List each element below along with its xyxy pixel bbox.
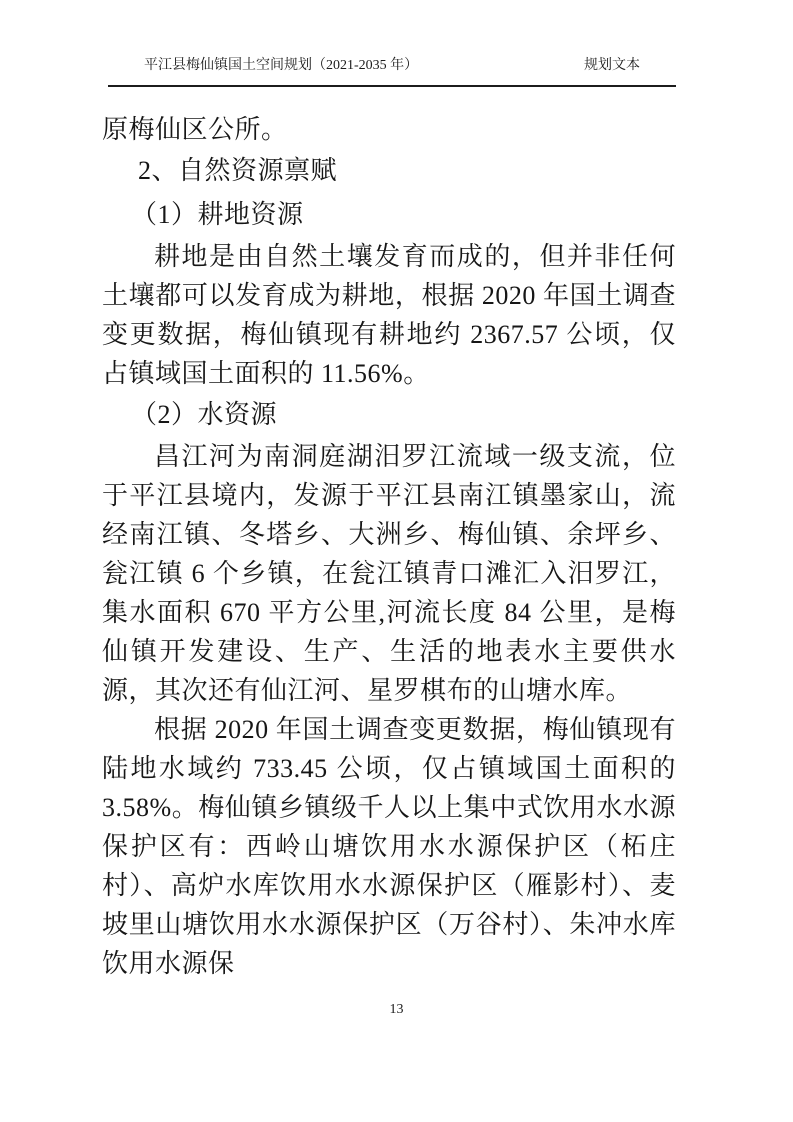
page-content bbox=[102, 110, 676, 983]
subsection-heading-farmland: （1）耕地资源 bbox=[131, 200, 304, 229]
page-number: 13 bbox=[389, 1002, 404, 1017]
header-document-title: 平江县梅仙镇国土空间规划（2021-2035 年） bbox=[144, 58, 419, 73]
section-heading-natural-resources: 2、自然资源禀赋 bbox=[138, 156, 338, 185]
paragraph-water-river: 昌江河为南洞庭湖汨罗江流域一级支流，位于平江县境内，发源于平江县南江镇墨家山，流经南江镇、冬塔乡、大洲乡、梅仙镇、余坪乡、瓮江镇 6 个乡镇，在瓮江镇青口滩汇入汨罗江，集水面积 670 平方公里,河流长度 84 公里，是梅仙镇开发建设、生产、生活的地表水主要供水源，其次还有仙江河、星罗棋布的山塘水库。 bbox=[102, 442, 676, 705]
paragraph-farmland: 耕地是由自然土壤发育而成的，但并非任何土壤都可以发育成为耕地，根据 2020 年国土调查变更数据，梅仙镇现有耕地约 2367.57 公顷，仅占镇域国土面积的 11.56%。 bbox=[102, 242, 676, 388]
page-footer bbox=[0, 1002, 793, 1018]
page-header bbox=[108, 57, 676, 87]
header-doc-type-label: 规划文本 bbox=[584, 58, 640, 73]
subsection-heading-water: （2）水资源 bbox=[131, 400, 278, 429]
paragraph-continuation: 原梅仙区公所。 bbox=[102, 115, 288, 144]
paragraph-water-area: 根据 2020 年国土调查变更数据，梅仙镇现有陆地水域约 733.45 公顷，仅占镇域国土面积的 3.58%。梅仙镇乡镇级千人以上集中式饮用水水源保护区有：西岭山塘饮用水水源保护区（柘庄村）、高炉水库饮用水水源保护区（雁影村）、麦坡里山塘饮用水水源保护区（万谷村）、朱冲水库饮用水源保 bbox=[102, 715, 676, 978]
